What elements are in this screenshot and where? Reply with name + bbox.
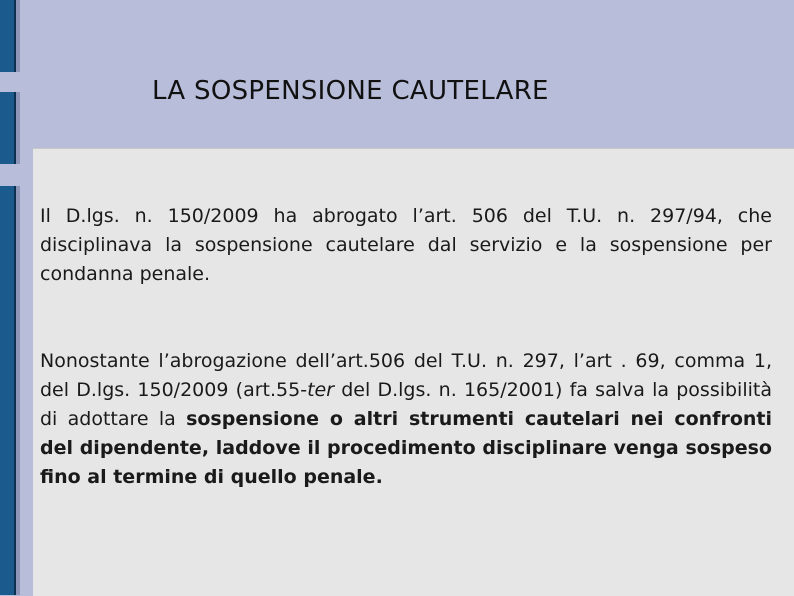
paragraph-suspension-text-1: Nonostante l’abrogazione dell’art.506 del T.U. n. 297, l’art . 69, comma 1, del D.lgs. 150/2009 (art.55- xyxy=(40,350,772,401)
decorative-bar-bottom xyxy=(0,186,16,595)
paragraph-suspension-bold: sospensione o altri strumenti cautelari nei confronti del dipendente, laddove il procedimento disciplinare venga sospeso fino al termine di quello penale. xyxy=(40,408,772,488)
decorative-bar-bottom-shadow xyxy=(16,186,20,595)
decorative-bar-top-shadow xyxy=(16,0,20,72)
paragraph-suspension xyxy=(40,347,772,492)
paragraph-suspension-italic: ter xyxy=(307,379,335,401)
decorative-bar-middle xyxy=(0,92,16,164)
slide-title: LA SOSPENSIONE CAUTELARE xyxy=(152,76,549,106)
decorative-bar-middle-shadow xyxy=(16,92,20,164)
paragraph-abrogation: Il D.lgs. n. 150/2009 ha abrogato l’art. 506 del T.U. n. 297/94, che disciplinava la sospensione cautelare dal servizio e la sospensione per condanna penale. xyxy=(40,205,772,285)
decorative-bar-top xyxy=(0,0,16,72)
paragraph-suspension-text-2: del D.lgs. n. 165/2001) fa salva la possibilità di adottare la xyxy=(40,379,772,430)
